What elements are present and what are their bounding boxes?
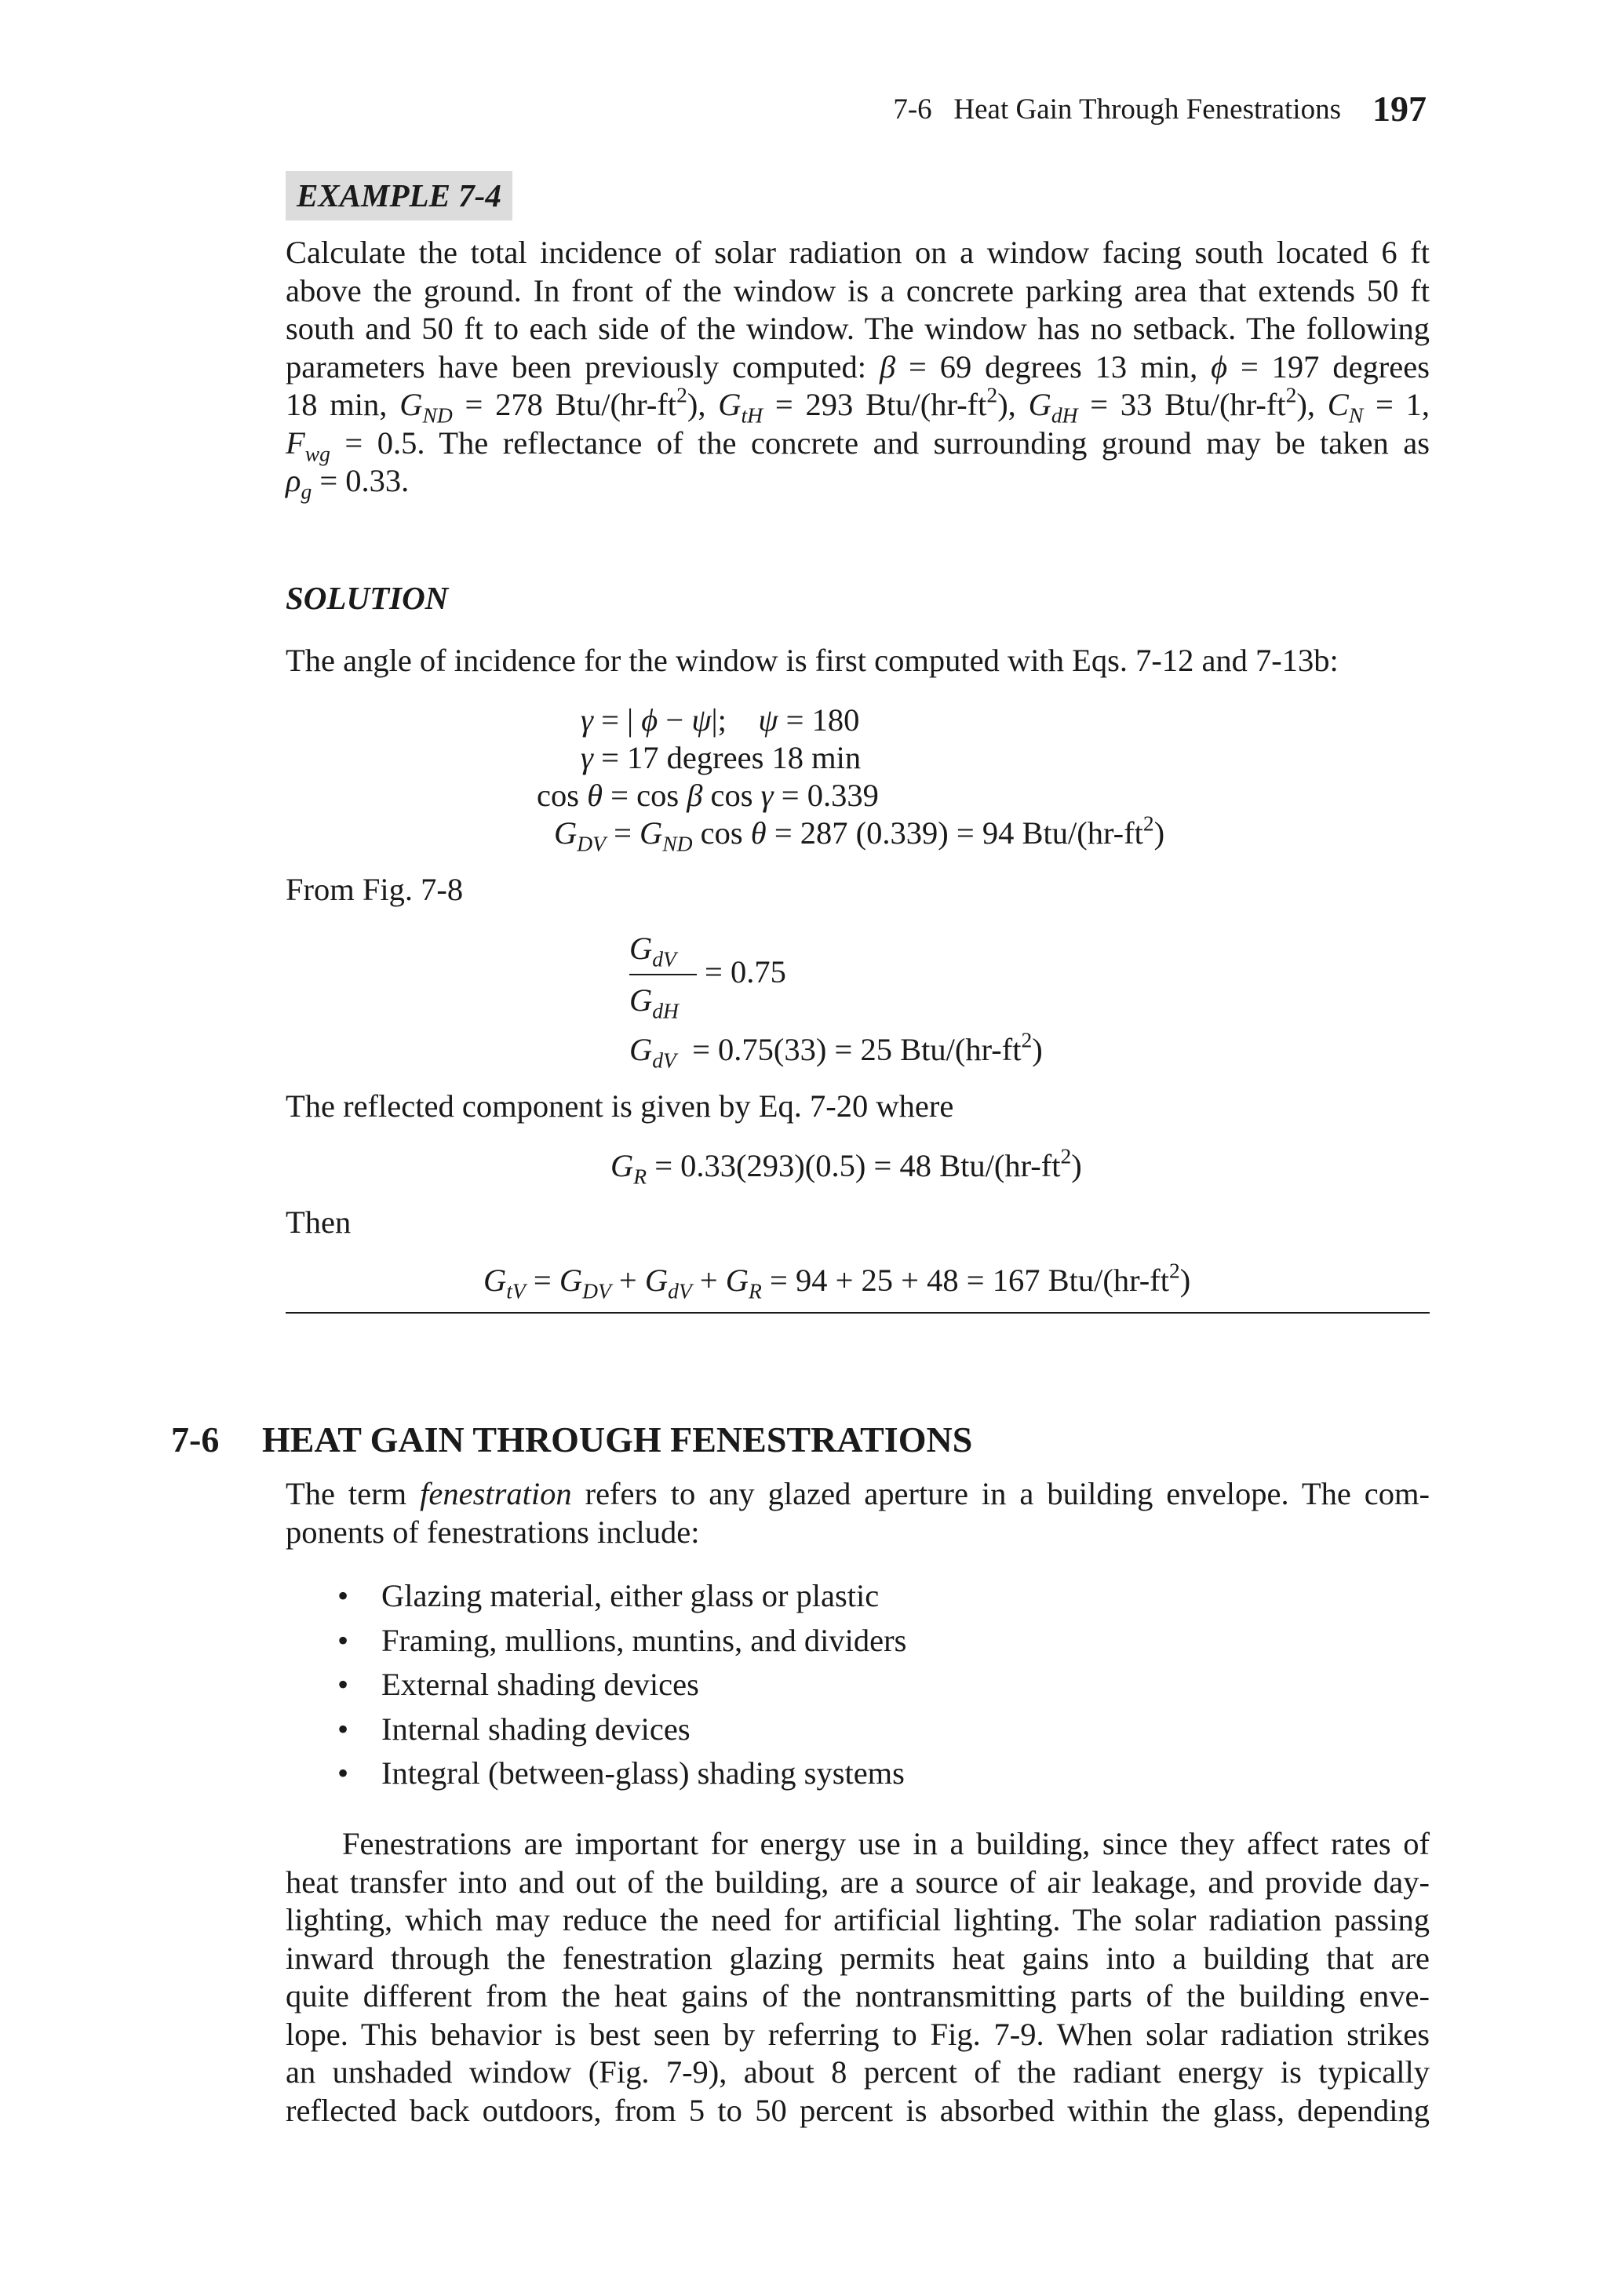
example-end-rule bbox=[286, 1312, 1430, 1314]
solution-title: SOLUTION bbox=[286, 580, 449, 616]
fraction-bar bbox=[629, 974, 697, 975]
bullet-icon: • bbox=[337, 1711, 349, 1747]
body-line: quite different from the heat gains of the nontransmitting parts of the building enve- bbox=[286, 1978, 1430, 2014]
running-head-section: 7-6 Heat Gain Through Fenestrations bbox=[893, 93, 1341, 126]
example-line: south and 50 ft to each side of the window. The window has no setback. The following bbox=[286, 311, 1430, 346]
fraction-denominator: $G_{dH}$ bbox=[629, 982, 679, 1023]
body-paragraph bbox=[286, 1825, 1430, 2130]
example-line: $F_{wg} = 0.5$. The reflectance of the concrete and surrounding ground may be taken as bbox=[286, 425, 1430, 466]
bullet-icon: • bbox=[337, 1622, 349, 1658]
list-item: • Glazing material, either glass or plastic bbox=[337, 1574, 906, 1619]
section-number: 7-6 bbox=[171, 1420, 220, 1460]
equation-gdv: $G_{DV} = G_{ND}$ cos θ = 287 (0.339) = 94 Btu/$(hr-ft^2)$ bbox=[554, 811, 1165, 856]
body-line: lighting, which may reduce the need for artificial lighting. The solar radiation passing bbox=[286, 1902, 1430, 1937]
body-line: reflected back outdoors, from 5 to 50 percent is absorbed within the glass, depending bbox=[286, 2092, 1430, 2128]
equation-gamma-value: γ = 17 degrees 18 min bbox=[581, 740, 862, 775]
from-fig-text: From Fig. 7-8 bbox=[286, 872, 464, 907]
solution-intro: The angle of incidence for the window is first computed with Eqs. 7-12 and 7-13b: bbox=[286, 643, 1339, 678]
section-title: HEAT GAIN THROUGH FENESTRATIONS bbox=[262, 1420, 973, 1460]
equation-total: $G_{tV} = G_{DV} + G_{dV} + G_R = 94 + 25 + 48 = 167$ Btu/$(hr-ft^2)$ bbox=[483, 1258, 1191, 1303]
example-line: 18 min, $G_{ND} = 278$ Btu/$(hr-ft^2)$, $G_{tH} = 293$ Btu/$(hr-ft^2)$, $G_{dH} = 33$ Btu/$(hr-ft^2)$, $C_N = 1$, bbox=[286, 382, 1430, 428]
body-line: an unshaded window (Fig. 7-9), about 8 percent of the radiant energy is typically bbox=[286, 2054, 1430, 2090]
component-list bbox=[337, 1574, 906, 1796]
intro-line: ponents of fenestrations include: bbox=[286, 1514, 700, 1550]
list-item: • Framing, mullions, muntins, and dividers bbox=[337, 1619, 906, 1664]
then-text: Then bbox=[286, 1204, 352, 1240]
list-item: • Internal shading devices bbox=[337, 1707, 906, 1752]
example-line: above the ground. In front of the window is a concrete parking area that extends 50 ft bbox=[286, 272, 1430, 308]
body-line: Fenestrations are important for energy use in a building, since they affect rates of bbox=[342, 1826, 1430, 1861]
example-line: $\rho_g = 0.33$. bbox=[286, 463, 410, 504]
example-statement bbox=[286, 234, 1430, 504]
running-head bbox=[893, 88, 1427, 129]
page-number: 197 bbox=[1372, 89, 1427, 129]
fraction-value: = 0.75 bbox=[705, 954, 786, 989]
equation-cos-theta: cos θ = cos β cos γ = 0.339 bbox=[537, 778, 879, 813]
list-item: • External shading devices bbox=[337, 1663, 906, 1707]
section-intro bbox=[286, 1475, 1430, 1551]
example-line: parameters have been previously computed: β = 69 degrees 13 min, ϕ = 197 degrees bbox=[286, 348, 1430, 384]
bullet-icon: • bbox=[337, 1755, 349, 1791]
body-line: inward through the fenestration glazing permits heat gains into a building that are bbox=[286, 1940, 1430, 1976]
equation-gdv-value: $G_{dV} = 0.75(33) = 25$ Btu/$(hr-ft^2)$ bbox=[629, 1027, 1043, 1073]
example-line: Calculate the total incidence of solar radiation on a window facing south located 6 ft bbox=[286, 235, 1430, 270]
section-heading bbox=[171, 1419, 972, 1460]
bullet-icon: • bbox=[337, 1578, 349, 1613]
list-item: • Integral (between-glass) shading systems bbox=[337, 1751, 906, 1796]
fraction-numerator: $G_{dV}$ bbox=[629, 931, 676, 971]
body-line: heat transfer into and out of the building, are a source of air leakage, and provide day- bbox=[286, 1864, 1430, 1900]
bullet-icon: • bbox=[337, 1667, 349, 1703]
example-title: EXAMPLE 7-4 bbox=[286, 171, 512, 220]
reflected-text: The reflected component is given by Eq. 7-20 where bbox=[286, 1088, 954, 1124]
equation-gr: $G_R = 0.33(293)(0.5) = 48$ Btu/$(hr-ft^2)$ bbox=[610, 1143, 1082, 1189]
body-line: lope. This behavior is best seen by referring to Fig. 7-9. When solar radiation strikes bbox=[286, 2016, 1430, 2052]
intro-line: The term fenestration refers to any glazed aperture in a building envelope. The com- bbox=[286, 1476, 1430, 1511]
equation-gamma: γ = | ϕ − ψ|; ψ = 180 bbox=[581, 702, 860, 738]
